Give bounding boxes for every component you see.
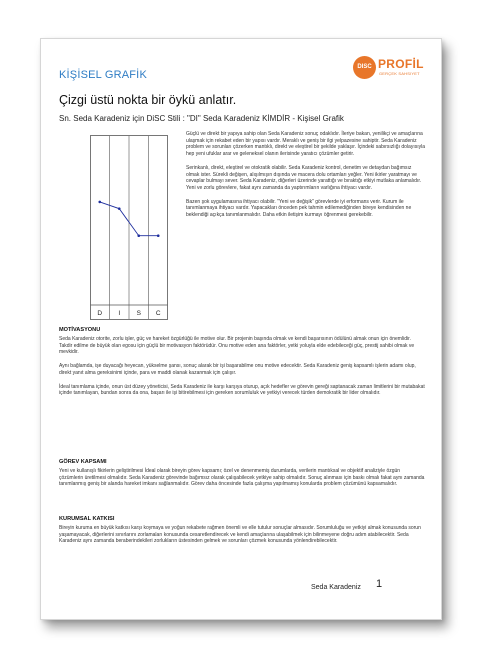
- intro-paragraph-3: Bazen şok uygulamasına ihtiyacı olabilir. "Yeni ve değişik" görevlerde iyi erformans verir. Kurum ile tanımlanmaya ihtiyacı vardır. Yapacakları önceden pek tahmin edilemediğinden bireye kendisinden ne beklendiği açıkça tanımlanmalıdır. Daha etkin iletişim kurmayı öğrenmesi gerekebilir.: [186, 198, 412, 219]
- intro-paragraph-2: Serinkanlı, direkt, eleştirel ve otokratik olabilir. Seda Karadeniz kontrol, denetim ve detaydan bağımsız olmak ister. Sürekli değişen, alışılmışın dışında ve macera dolu ortamları yeğler. Yeni ikirler yaratmayı ve cevaplar bulmayı sever. Seda Karadeniz, diğerleri üzerinde yarattığı ve bıraktığı etkiyi mutlaka anlamalıdır. Yeni ve zorlu görevlere, fakat aynı zamanda da yaptırımların varlığına ihtiyacı vardır.: [186, 164, 422, 191]
- motivation-paragraph-3: İdeal tanımlama içinde, onun üst düzey yöneticisi, Seda Karadeniz ile karşı karşıya oturup, açık hedefler ve görevin gereği saptanacak zaman limitlerini bir mutabakat içinde tanımlayan, bundan sonra da ona, başarı ile işi bitirebilmesi için gereken sorumluluk ve yetkiyi verecek türden demokratik bir lider olmalıdır.: [59, 383, 425, 397]
- chart-tick-label-s: S: [136, 310, 141, 317]
- chart-tick-label-c: C: [155, 310, 161, 317]
- chart-point-d: [98, 201, 101, 204]
- document-page: [40, 38, 442, 620]
- chart-tick-label-d: D: [97, 310, 103, 317]
- chart-tick-label-i: I: [118, 310, 121, 317]
- page-number: 1: [376, 578, 383, 590]
- chart-point-s: [137, 234, 140, 237]
- task-scope-body: [59, 468, 425, 495]
- logo-badge: DISC: [353, 56, 376, 79]
- contribution-heading: KURUMSAL KATKISI: [59, 516, 115, 522]
- contribution-body: [59, 525, 425, 552]
- page-headline: Çizgi üstü nokta bir öykü anlatır.: [59, 93, 237, 107]
- section-label: KİŞİSEL GRAFİK: [59, 69, 147, 81]
- contribution-paragraph-1: Bireyin kuruma en büyük katkısı karşı koymaya ve yoğun rekabete rağmen önemli ve elle tutulur sonuçlar almasıdır. Sorumluluğu ve yetkiyi almak konusunda sorun yaşamayacak, diğerlerini sınırlarını zorlamaları konusunda cesaretlendirecek ve kendi amaçlarına ulaşabilmek için bilinmeyene doğru adım atabilecektir. Seda Karadeniz aynı zamanda beraberindekileri zorlukların üstesinden gelmek ve sorunları çözmek konusunda yönlendirebilecektir.: [59, 525, 421, 545]
- motivation-heading: MOTİVASYONU: [59, 327, 101, 333]
- motivation-body: [59, 336, 425, 404]
- chart-point-i: [118, 207, 121, 210]
- intro-paragraph-1: Güçlü ve direkt bir yapıya sahip olan Seda Karadeniz sonuç odaklıdır. İleriye bakan, yenilikçi ve amaçlarına ulaşmak için rekabet eden bir yapısı vardır. Meraklı ve geniş bir ilgi yelpazesine sahiptir. Seda Karadeniz problem ve sorunları çözerken mantıklı, direkt ve eleştirel bir şekilde yaklaşır. İçindeki sabırsızlığı dolayısıyla hep yeni ufuklar arar ve geleneksel olanın ilerisinde yaratıcı çözümler getirir.: [186, 131, 425, 158]
- chart-point-c: [157, 234, 160, 237]
- logo-wordmark: PROFİL: [378, 57, 424, 71]
- footer-name: Seda Karadeniz: [311, 584, 361, 591]
- page-subtitle: Sn. Seda Karadeniz için DiSC Stili : "DI" Seda Karadeniz KİMDİR - Kişisel Grafik: [59, 114, 344, 123]
- motivation-paragraph-1: Seda Karadeniz otorite, zorlu işler, güç ve hareket özgürlüğü ile motive olur. Bir projenin başında olmak ve kendi başarısının ödülünü almak onun için önemlidir. Takdir edilme de büyük olan egosu için güçlü bir motivasyon faktörüdür. Onu motive eden ana faktörler, yetki yoluyla elde edebileceği güç, prestij sahibi olmak ve mevkidir.: [59, 336, 415, 356]
- disc-profil-logo: [353, 56, 437, 80]
- task-scope-heading: GÖREV KAPSAMI: [59, 459, 107, 465]
- intro-text: [186, 131, 426, 226]
- task-scope-paragraph-1: Yeni ve kullanışlı fikirlerin geliştirilmesi İdeal olarak bireyin görev kapsamı; özel ve denenmemiş durumlarda, verilerin mantıksal ve objektif analiziyle özgün çözümlerin üretilmesi olmalıdır. Seda Karadeniz görevinde bağımsız olarak çalışabilecek yetkiye sahip olmalıdır. Sonuç alınması için baskı olmalı fakat aynı zamanda tanımlanmış geniş bir alanda hareket imkanı sağlanmalıdır. Görev daha öncesinde fazla çalışma yapılmamış konularda problem çözümünü kapsamalıdır.: [59, 468, 425, 488]
- motivation-paragraph-2: Aynı bağlamda, işe duyacağı heyecan, yükselme şansı, sonuç alarak bir işi başarabilme onu motive edecektir. Seda Karadeniz geniş kapsamlı işlerin adamı olup, direkt yanıt alma gereksinimi içinde, para ve maddi olanak kazanmak için çalışır.: [59, 363, 416, 376]
- logo-tagline: GERÇEK SAHSIYET: [379, 71, 420, 76]
- disc-graph: [90, 135, 168, 320]
